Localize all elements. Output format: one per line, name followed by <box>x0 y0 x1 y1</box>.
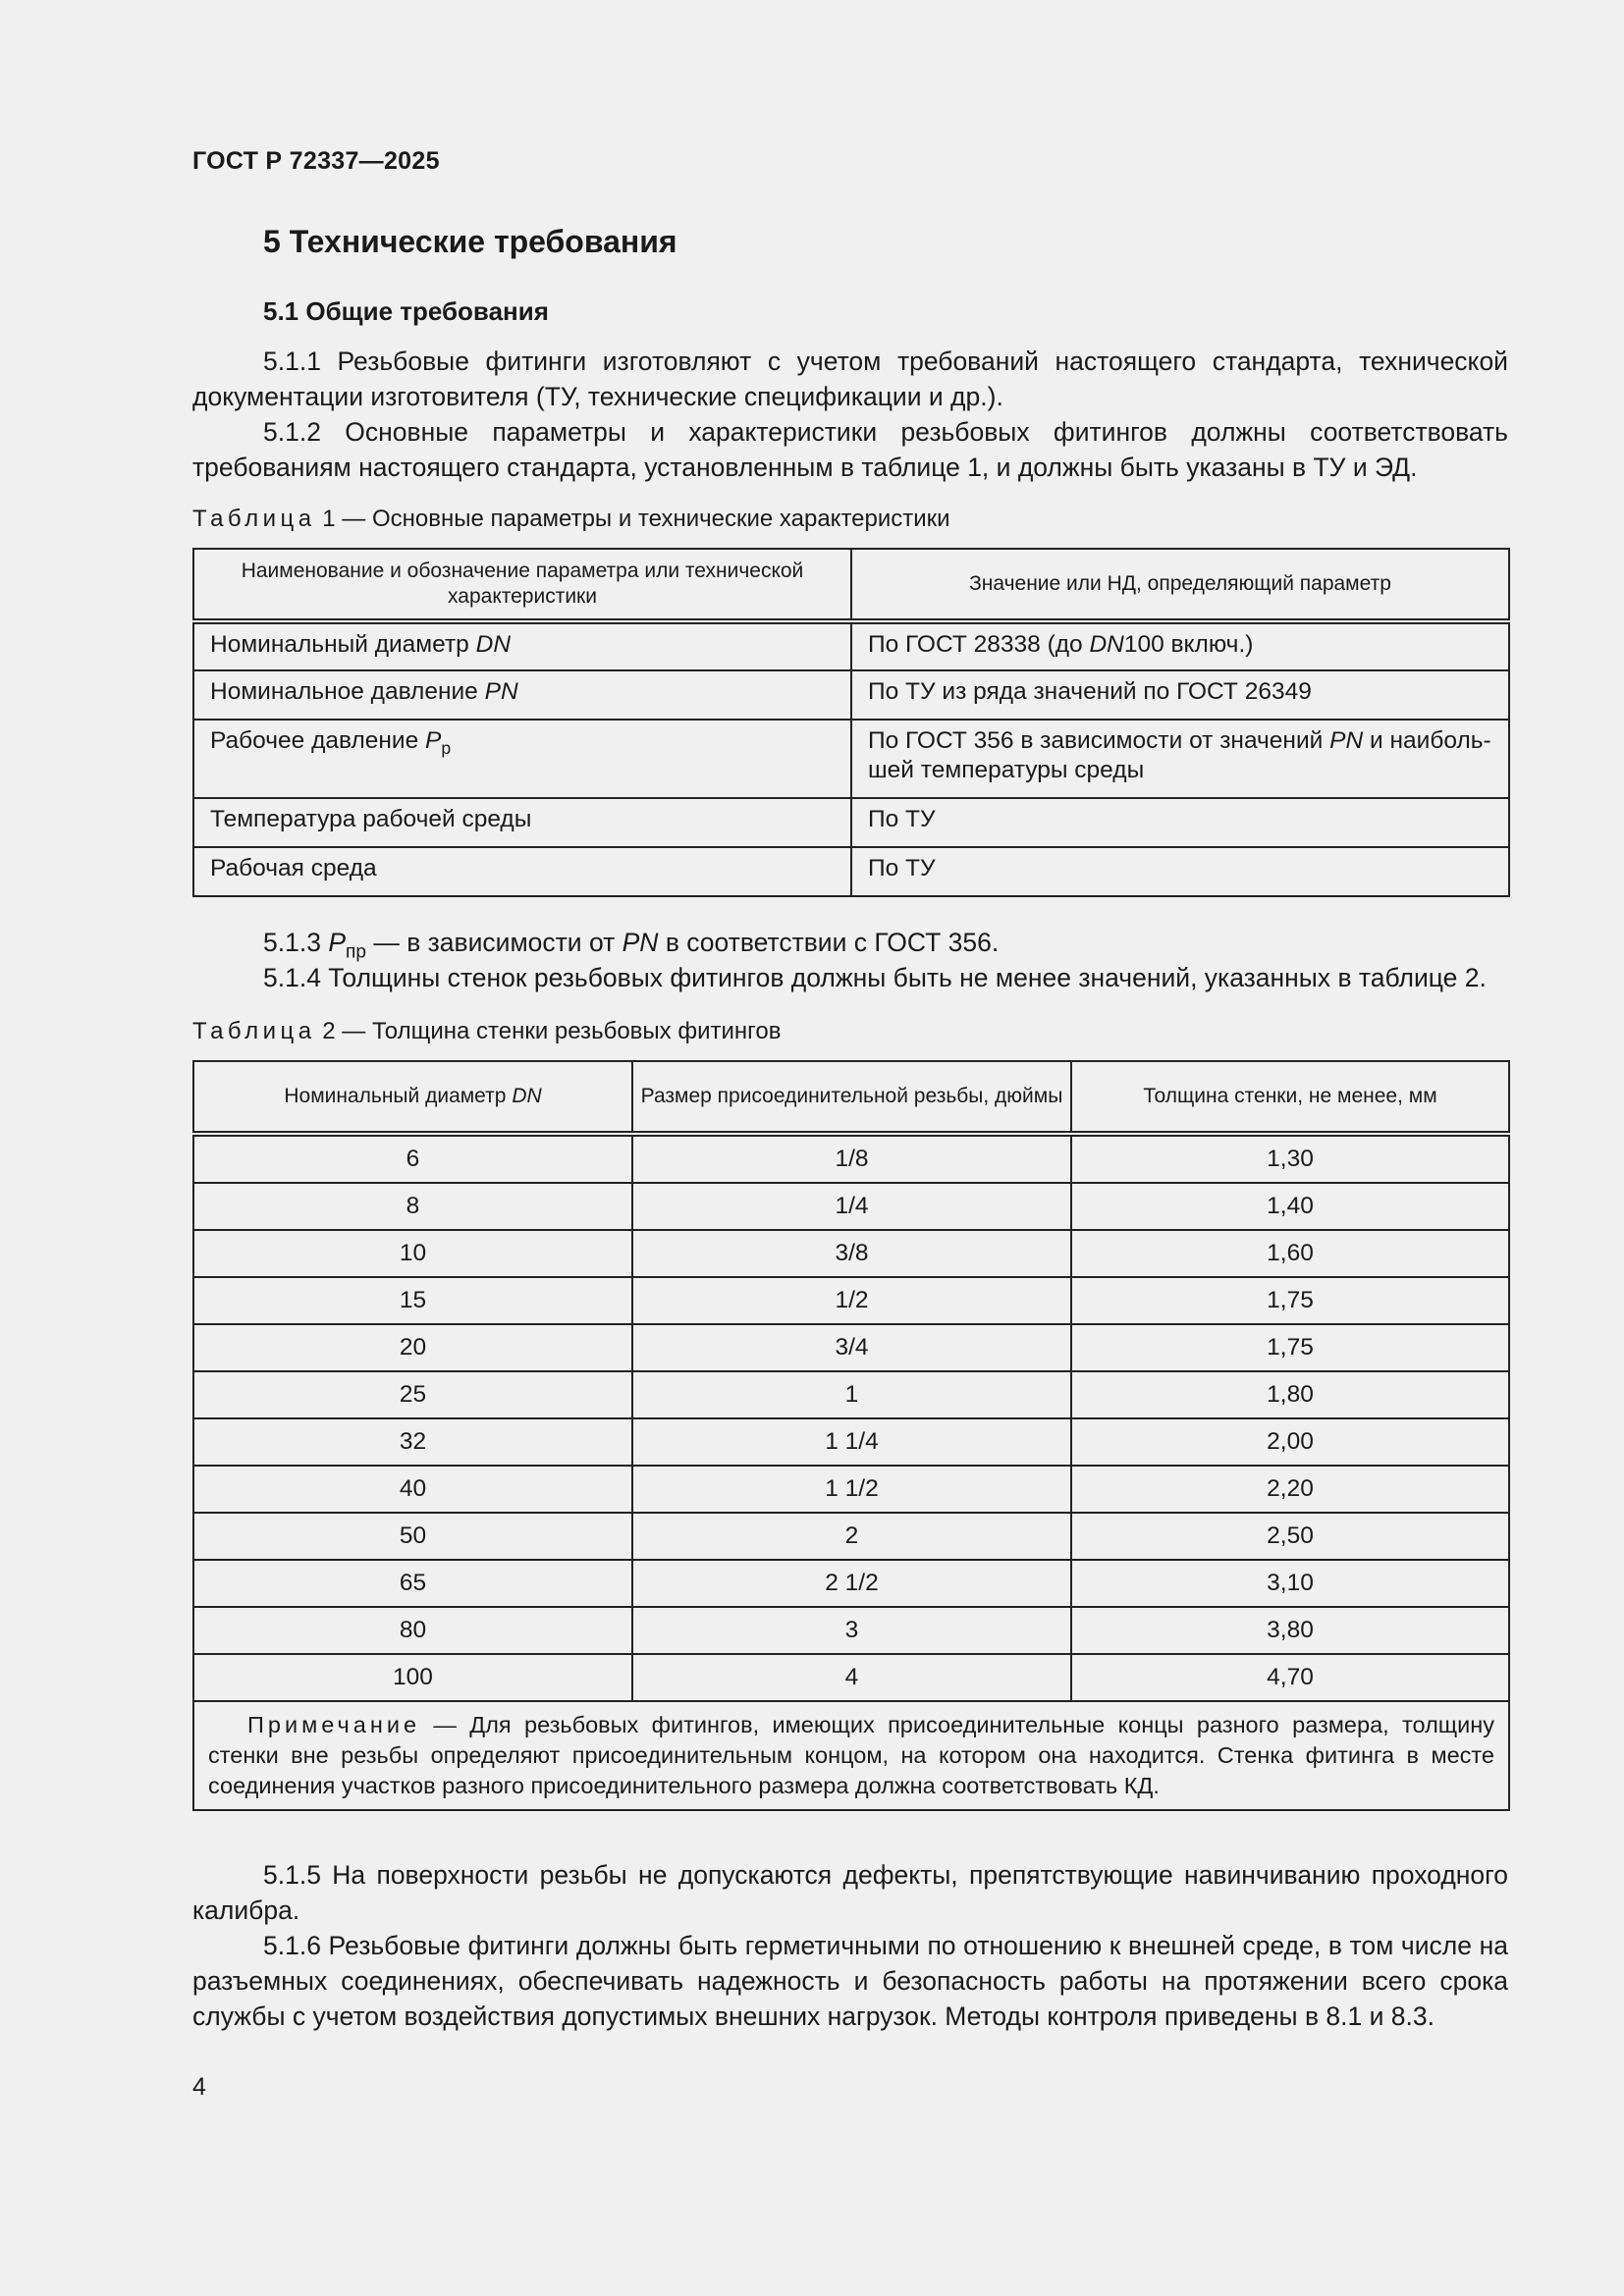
table-cell: 1,30 <box>1071 1134 1509 1183</box>
wall-thickness-table <box>192 1060 1510 1811</box>
table-cell: 50 <box>193 1513 632 1560</box>
table-cell: 1/8 <box>632 1134 1071 1183</box>
table-cell: Номинальный диаметр DN <box>193 621 851 670</box>
table-row <box>193 847 1509 896</box>
page-number: 4 <box>192 2073 206 2101</box>
paragraph-5-1-5: 5.1.5 На поверхности резьбы не допускаются дефекты, препятствующие навинчиванию проходного калибра. <box>192 1860 1508 1925</box>
paragraph-5-1-3: 5.1.3 $P_{пр}$ — в зависимости от PN в соответствии с ГОСТ 356. <box>263 928 1000 963</box>
table-cell: 1,60 <box>1071 1230 1509 1277</box>
table1-caption <box>192 506 950 533</box>
table-cell: 10 <box>193 1230 632 1277</box>
table2-header-thread: Размер присоединительной резьбы, дюймы <box>632 1061 1071 1134</box>
table-cell: 32 <box>193 1418 632 1466</box>
table-cell: 15 <box>193 1277 632 1324</box>
table-cell: 1/2 <box>632 1277 1071 1324</box>
table2-caption-text: 2 — Толщина стенки резьбовых фитингов <box>315 1018 782 1044</box>
table-cell: Температура рабочей среды <box>193 798 851 847</box>
table1-caption-text: 1 — Основные параметры и технические характеристики <box>315 506 950 532</box>
table-cell: 65 <box>193 1560 632 1607</box>
table-cell: 1/4 <box>632 1183 1071 1230</box>
table-cell: 1,75 <box>1071 1277 1509 1324</box>
table-cell: 1 <box>632 1371 1071 1418</box>
table1-header-value: Значение или НД, определяющий параметр <box>851 549 1509 621</box>
table-cell: 3/8 <box>632 1230 1071 1277</box>
table-cell: 3 <box>632 1607 1071 1654</box>
table-cell: По ТУ <box>851 847 1509 896</box>
table-cell: 6 <box>193 1134 632 1183</box>
table-row <box>193 1560 1509 1607</box>
table-cell: 2 1/2 <box>632 1560 1071 1607</box>
table-note <box>193 1701 1509 1810</box>
table-header-row <box>193 1061 1509 1134</box>
table-row <box>193 1654 1509 1701</box>
table-row <box>193 1183 1509 1230</box>
table-row <box>193 1134 1509 1183</box>
table-cell: 8 <box>193 1183 632 1230</box>
table-row <box>193 1513 1509 1560</box>
table-row <box>193 798 1509 847</box>
paragraph-5-1-6: 5.1.6 Резьбовые фитинги должны быть герметичными по отношению к внешней среде, в том числе на разъемных соединениях, обеспечивать надежность и безопасность работы на протяжении всего срока службы с учетом воздействия допустимых внешних нагрузок. Методы контроля приведены в 8.1 и 8.3. <box>192 1931 1508 2031</box>
table-cell: Номинальное давление PN <box>193 670 851 720</box>
table-row <box>193 1324 1509 1371</box>
section-title: 5 Технические требования <box>263 224 677 259</box>
note-label: Примечание <box>247 1712 421 1737</box>
table-cell: 25 <box>193 1371 632 1418</box>
table-row <box>193 1466 1509 1513</box>
table-cell: 2,50 <box>1071 1513 1509 1560</box>
table1-header-name: Наименование и обозначение параметра или технической характеристики <box>193 549 851 621</box>
table-row <box>193 1607 1509 1654</box>
parameters-table <box>192 548 1510 897</box>
table-cell: Рабочая среда <box>193 847 851 896</box>
table-cell: 100 <box>193 1654 632 1701</box>
table2-caption-word: Таблица <box>192 1018 316 1044</box>
table-cell: 2,00 <box>1071 1418 1509 1466</box>
table-row <box>193 670 1509 720</box>
table-note-row <box>193 1701 1509 1810</box>
table-row <box>193 1371 1509 1418</box>
table-cell: По ТУ из ряда значений по ГОСТ 26349 <box>851 670 1509 720</box>
table-row <box>193 720 1509 798</box>
table-header-row <box>193 549 1509 621</box>
table-cell: 4 <box>632 1654 1071 1701</box>
document-id: ГОСТ Р 72337—2025 <box>192 147 440 175</box>
table-cell: По ГОСТ 28338 (до DN100 включ.) <box>851 621 1509 670</box>
paragraph-5-1-4: 5.1.4 Толщины стенок резьбовых фитингов должны быть не менее значений, указанных в таблице 2. <box>263 963 1487 992</box>
paragraph-5-1-1: 5.1.1 Резьбовые фитинги изготовляют с учетом требований настоящего стандарта, технической документации изготовителя (ТУ, технические спецификации и др.). <box>192 347 1508 411</box>
table1-caption-word: Таблица <box>192 506 316 532</box>
table-cell: 80 <box>193 1607 632 1654</box>
table-cell: 2 <box>632 1513 1071 1560</box>
table-cell: 3,80 <box>1071 1607 1509 1654</box>
table2-header-diameter: Номинальный диаметр DN <box>193 1061 632 1134</box>
table-row <box>193 1418 1509 1466</box>
table-row <box>193 1277 1509 1324</box>
table-cell: 3,10 <box>1071 1560 1509 1607</box>
table-cell: 3/4 <box>632 1324 1071 1371</box>
table-cell: По ТУ <box>851 798 1509 847</box>
table-row <box>193 1230 1509 1277</box>
table-row <box>193 621 1509 670</box>
note-text: — Для резьбовых фитингов, имеющих присоединительные концы разного размера, толщину стенки вне резьбы определяют присоединительным концом, на котором она находится. Стенка фитинга в месте соединения участков разного присоединительного размера должна соответствовать КД. <box>208 1712 1494 1798</box>
table2-caption <box>192 1018 781 1045</box>
table-cell: 1 1/4 <box>632 1418 1071 1466</box>
table-cell: 1,80 <box>1071 1371 1509 1418</box>
table-cell: 4,70 <box>1071 1654 1509 1701</box>
table-cell: 1,75 <box>1071 1324 1509 1371</box>
paragraph-5-1-2: 5.1.2 Основные параметры и характеристики резьбовых фитингов должны соответствовать требованиям настоящего стандарта, установленным в таблице 1, и должны быть указаны в ТУ и ЭД. <box>192 417 1508 482</box>
table-cell: 1,40 <box>1071 1183 1509 1230</box>
table-cell: 40 <box>193 1466 632 1513</box>
table-cell: Рабочее давление $P_р$ <box>193 720 851 798</box>
table-cell: 2,20 <box>1071 1466 1509 1513</box>
table2-header-thickness: Толщина стенки, не менее, мм <box>1071 1061 1509 1134</box>
table-cell: 1 1/2 <box>632 1466 1071 1513</box>
table-cell: По ГОСТ 356 в зависимости от значений PN и наиболь-шей температуры среды <box>851 720 1509 798</box>
table-cell: 20 <box>193 1324 632 1371</box>
subsection-title: 5.1 Общие требования <box>263 296 549 326</box>
